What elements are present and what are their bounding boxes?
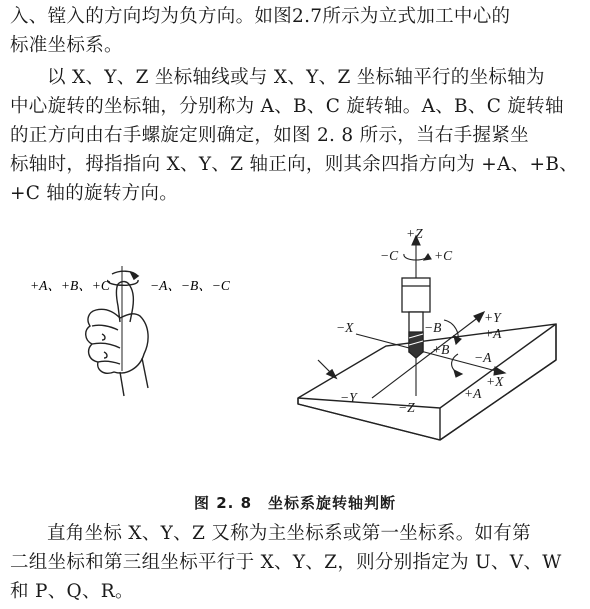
- hand-finger-crease: [92, 325, 118, 330]
- label-minus-y: −Y: [340, 390, 357, 405]
- hand-negative-label: −A、−B、−C: [150, 278, 230, 293]
- hand-rotation-arrow: [108, 280, 138, 285]
- paragraph-3-line: 直角坐标 X、Y、Z 又称为主坐标系或第一坐标系。如有第: [47, 523, 531, 544]
- workpiece-block: [298, 324, 556, 440]
- hand-positive-label: +A、+B、+C: [30, 278, 110, 293]
- label-minus-z: −Z: [398, 400, 415, 415]
- workpiece-outline: [298, 324, 556, 440]
- hand-rotation-arrowhead: [131, 273, 138, 279]
- hand-thumb-right: [130, 286, 133, 322]
- paragraph-1-line: 入、镗入的方向均为负方向。如图2.7所示为立式加工中心的: [10, 6, 511, 27]
- paragraph-3-line: 和 P、Q、R。: [10, 581, 134, 602]
- label-minus-x: −X: [336, 320, 354, 335]
- label-minus-b: −B: [424, 320, 442, 335]
- paragraph-3: [10, 519, 580, 606]
- paragraph-2-line: 的正方向由右手螺旋定则确定，如图 2. 8 所示，当右手握紧坐: [10, 125, 529, 146]
- paragraph-2-line: 中心旋转的坐标轴，分别称为 A、B、C 旋转轴。A、B、C 旋转轴: [10, 96, 564, 117]
- figure-rotation-axes: [0, 226, 590, 491]
- label-minus-c: −C: [380, 248, 399, 263]
- label-plus-b: +B: [432, 342, 450, 357]
- label-minus-a: −A: [474, 350, 492, 365]
- hand-finger-crease: [98, 361, 120, 364]
- paragraph-2-line: 以 X、Y、Z 坐标轴线或与 X、Y、Z 坐标轴平行的坐标轴为: [47, 67, 545, 88]
- hand-knuckle: [104, 352, 107, 358]
- c-rotation-arrowhead: [424, 254, 431, 260]
- hand-finger-crease: [92, 343, 120, 348]
- figure-caption: 图 2. 8 坐标系旋转轴判断: [193, 494, 397, 512]
- hand-knuckle: [102, 334, 105, 340]
- hand-wrist: [142, 358, 148, 388]
- paragraph-2: [10, 63, 580, 208]
- label-plus-a-top: +A: [484, 326, 502, 341]
- label-plus-c: +C: [434, 248, 453, 263]
- label-plus-a-bottom: +A: [464, 386, 482, 401]
- workpiece-pointer-head: [327, 370, 336, 378]
- label-plus-z: +Z: [406, 226, 423, 241]
- paragraph-1-line: 标准坐标系。: [10, 35, 123, 56]
- paragraph-1: [10, 2, 580, 60]
- y-axis-arrowhead: [474, 312, 484, 322]
- paragraph-2-line: +C 轴的旋转方向。: [10, 183, 179, 204]
- paragraph-2-line: 标轴时，拇指指向 X、Y、Z 轴正向，则其余四指方向为 +A、+B、: [10, 154, 579, 175]
- hand-wrist: [120, 372, 124, 396]
- figure-illustration: [0, 226, 590, 491]
- paragraph-3-line: 二组坐标和第三组坐标平行于 X、Y、Z，则分别指定为 U、V、W: [10, 552, 562, 573]
- spindle-head: [402, 278, 430, 312]
- label-plus-x: +X: [486, 374, 504, 389]
- label-plus-y: +Y: [484, 310, 501, 325]
